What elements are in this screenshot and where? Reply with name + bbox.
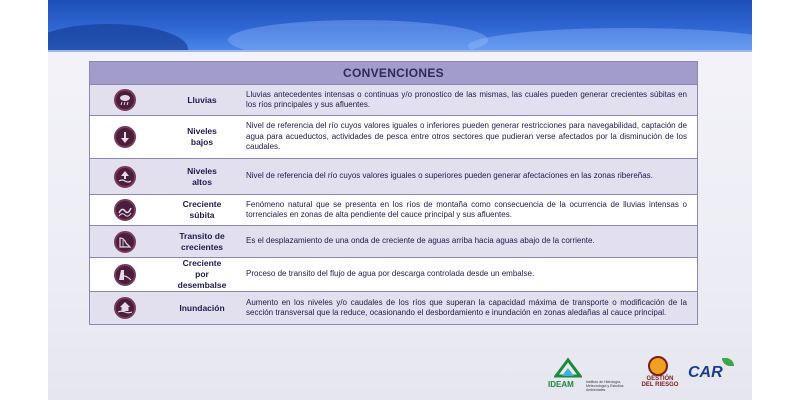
ideam-logo <box>548 354 628 396</box>
table-header: CONVENCIONES <box>90 62 697 84</box>
arrow-down-icon <box>114 126 136 148</box>
leaf-icon <box>722 358 734 366</box>
row-label: Niveles bajos <box>187 126 217 147</box>
car-logo: CAR <box>688 364 723 381</box>
dam-release-icon <box>114 264 136 286</box>
ideam-mark-icon <box>554 356 582 378</box>
gestion-mark-icon <box>648 356 668 376</box>
ideam-name: IDEAM <box>548 380 574 389</box>
banner-wave <box>468 28 752 50</box>
table-row <box>90 225 697 257</box>
row-description: Es el desplazamiento de una onda de creciente de aguas arriba hacia aguas abajo de la corriente. <box>246 236 595 246</box>
gestion-riesgo-logo <box>640 356 680 396</box>
row-label: Creciente por desembalse <box>177 258 227 290</box>
flash-flood-icon <box>114 199 136 221</box>
row-label: Niveles altos <box>187 165 217 187</box>
flood-wave-icon <box>114 231 136 253</box>
row-description: Fenómeno natural que se presenta en los ríos de montaña como consecuencia de la ocurrencia de lluvias intensas o torrenciales en zonas de alta pendiente del cauce principal y sus afluentes. <box>246 199 687 219</box>
row-description: Aumento en los niveles y/o caudales de los ríos que superan la capacidad máxima de transporte o modificación de la sección transversal que la reduce, ocasionando el desbordamiento e inundación en zonas aledañas al cauce principal. <box>246 297 687 317</box>
row-label: Transito de crecientes <box>179 230 225 252</box>
row-label: Lluvias <box>187 94 217 105</box>
gestion-name: GESTIÓN DEL RIESGO <box>641 376 679 388</box>
row-description: Lluvias antecedentes intensas o continuas y/o pronostico de las mismas, las cuales pueden generar crecientes súbitas en los ríos principales y sus afluentes. <box>246 89 687 109</box>
row-label: Inundación <box>179 302 225 313</box>
row-label: Creciente súbita <box>182 199 222 220</box>
table-row <box>90 115 697 158</box>
slide <box>48 0 752 400</box>
arrow-up-water-icon <box>114 166 136 188</box>
footer-logos <box>548 350 752 400</box>
row-description: Nivel de referencia del río cuyos valores iguales o inferiores pueden generar restricciones para navegabilidad, captación de agua para acueductos, actividades de pesca entre otros sectores que pudieran verse afectados por la disminución de los caudales. <box>246 121 687 152</box>
banner-hill <box>48 24 188 50</box>
header-banner <box>48 0 752 50</box>
rain-cloud-icon <box>114 89 136 111</box>
flooded-house-icon <box>114 297 136 319</box>
table-row <box>90 158 697 194</box>
ideam-subtitle: Instituto de Hidrología, Meteorología y Estudios Ambientales <box>586 380 624 392</box>
banner-wave <box>228 20 488 50</box>
table-row <box>90 257 697 291</box>
table-row <box>90 84 697 115</box>
row-description: Proceso de transito del flujo de agua por descarga controlada desde un embalse. <box>246 269 535 279</box>
conventions-table <box>89 61 698 325</box>
table-row <box>90 194 697 225</box>
table-row <box>90 291 697 324</box>
row-description: Nivel de referencia del río cuyos valores iguales o superiores pueden generar afectaciones en las zonas ribereñas. <box>246 171 653 181</box>
banner-divider <box>48 50 752 52</box>
